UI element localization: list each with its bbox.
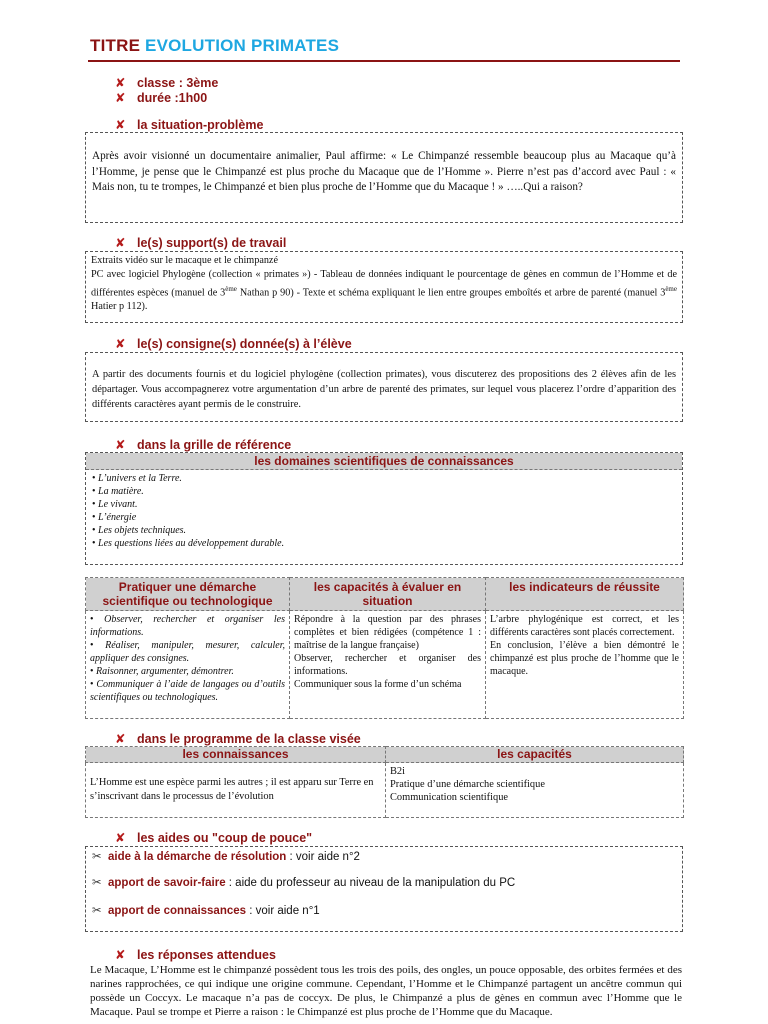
grille-col2-header: les capacités à évaluer en situation — [290, 578, 486, 611]
grille-col3-cell — [486, 611, 684, 719]
capacites-cell — [386, 763, 684, 818]
programme-heading-text: dans le programme de la classe visée — [137, 732, 361, 746]
supports-box — [85, 251, 683, 323]
aide-text: : voir aide n°2 — [286, 851, 360, 863]
scissors-icon: ✂ — [92, 905, 102, 917]
list-item: • L’univers et la Terre. — [92, 472, 676, 485]
list-item: • Raisonner, argumenter, démontrer. — [90, 665, 285, 678]
programme-col1-header: les connaissances — [86, 747, 386, 763]
list-item: • Réaliser, manipuler, mesurer, calculer, appliquer des consignes. — [90, 639, 285, 665]
aide-text: : aide du professeur au niveau de la manipulation du PC — [225, 877, 516, 889]
list-item: • Les questions liées au développement durable. — [92, 537, 676, 550]
list-item: • Communiquer à l’aide de langages ou d’outils scientifiques ou technologiques. — [90, 678, 285, 704]
section-programme-heading — [115, 731, 361, 746]
programme-col2-header: les capacités — [386, 747, 684, 763]
meta-duree — [115, 90, 207, 105]
aide-item-3 — [92, 904, 320, 918]
consignes-box — [85, 352, 683, 422]
domaines-list — [86, 470, 682, 552]
cross-mark-icon: ✘ — [115, 438, 126, 452]
aide-label: apport de savoir-faire — [108, 877, 226, 889]
capacite-line: Pratique d’une démarche scientifique — [390, 779, 545, 790]
aide-label: apport de connaissances — [108, 905, 247, 917]
cross-mark-icon: ✘ — [115, 948, 126, 962]
reponses-text: Le Macaque, L’Homme est le chimpanzé possèdent tous les trois des poils, des ongles, un pouce opposable, des orbites fermées et des narines rapprochées, ce qui indique une origine commune. Cependant, l’Homme et le Chimpanzé partagent un ancêtre commun qui possède un Coccyx. Le macaque n’a pas de coccyx. De plus, le Chimpanzé a plus de gènes en commun avec l’Homme que le Macaque. Paul se trompe et Pierre a raison : le Chimpanzé est plus proche de l’Homme que du Macaque. — [90, 964, 682, 1018]
connaissances-cell: L’Homme est une espèce parmi les autres ; il est apparu sur Terre en s’inscrivant dans le processus de l’évolution — [86, 763, 386, 818]
grille-col1-cell — [86, 611, 290, 719]
scissors-icon: ✂ — [92, 877, 102, 889]
aide-label: aide à la démarche de résolution — [108, 851, 287, 863]
scissors-icon: ✂ — [92, 851, 102, 863]
situation-text: Après avoir visionné un documentaire animalier, Paul affirme: « Le Chimpanzé ressemble beaucoup plus au Macaque qu’à l’Homme, je pense que le Chimpanzé est plus proche du Macaque que de l’Homme ». Pierre n’est pas d’accord avec Paul : « Mais non, tu te trompes, le Chimpanzé et bien plus proche de l’Homme que du Macaque ! » …..Qui a raison? — [92, 150, 676, 193]
domaines-box — [85, 452, 683, 565]
cross-mark-icon: ✘ — [115, 118, 126, 132]
section-consignes-heading — [115, 336, 352, 351]
supports-text-c: Hatier p 112). — [91, 301, 148, 313]
cross-mark-icon: ✘ — [115, 732, 126, 746]
title-subject: EVOLUTION PRIMATES — [145, 36, 340, 55]
section-reponses-heading — [115, 947, 276, 962]
cross-mark-icon: ✘ — [115, 831, 126, 845]
meta-classe — [115, 75, 218, 90]
col2-line: Communiquer sous la forme d’un schéma — [294, 679, 462, 690]
section-grille-heading — [115, 437, 291, 452]
supports-sup-1: ème — [225, 285, 237, 293]
grille-col2-cell — [290, 611, 486, 719]
aide-item-1 — [92, 850, 360, 864]
domaines-title: les domaines scientifiques de connaissances — [86, 453, 682, 470]
cross-mark-icon: ✘ — [115, 91, 126, 105]
supports-sup-2: ème — [665, 285, 677, 293]
supports-line-1: Extraits vidéo sur le macaque et le chimpanzé — [91, 255, 278, 266]
situation-heading-text: la situation-problème — [137, 118, 264, 132]
col3-line: En conclusion, l’élève a bien démontré le chimpanzé est plus proche de l’homme que le macaque. — [490, 640, 679, 677]
title-divider — [88, 60, 680, 62]
supports-heading-text: le(s) support(s) de travail — [137, 236, 287, 250]
col3-line: L’arbre phylogénique est correct, et les différents caractères sont placés correctement. — [490, 614, 679, 638]
list-item: • Observer, rechercher et organiser les informations. — [90, 613, 285, 639]
programme-table — [85, 746, 684, 818]
cross-mark-icon: ✘ — [115, 76, 126, 90]
supports-text-a: PC avec logiciel Phylogène (collection « primates ») - Tableau de données indiquant le pourcentage de gènes en commun de l’Homme et de différentes espèces (manuel de 3 — [91, 269, 677, 299]
list-item: • Le vivant. — [92, 498, 676, 511]
cross-mark-icon: ✘ — [115, 236, 126, 250]
aide-text: : voir aide n°1 — [246, 905, 320, 917]
classe-text: classe : 3ème — [137, 76, 219, 90]
grille-table-wrap — [85, 577, 683, 719]
col2-line: Observer, rechercher et organiser des informations. — [294, 653, 481, 677]
list-item: • Les objets techniques. — [92, 524, 676, 537]
grille-heading-text: dans la grille de référence — [137, 438, 292, 452]
list-item: • La matière. — [92, 485, 676, 498]
aide-item-2 — [92, 876, 515, 890]
duree-text: durée :1h00 — [137, 91, 208, 105]
title-prefix: TITRE — [90, 36, 141, 55]
aides-box — [85, 846, 683, 932]
grille-table — [85, 577, 684, 719]
supports-line-2 — [91, 268, 677, 314]
grille-col3-header: les indicateurs de réussite — [486, 578, 684, 611]
programme-table-wrap — [85, 746, 683, 818]
section-supports-heading — [115, 235, 286, 250]
list-item: • L’énergie — [92, 511, 676, 524]
consignes-heading-text: le(s) consigne(s) donnée(s) à l’élève — [137, 337, 352, 351]
situation-box — [85, 132, 683, 223]
grille-col1-header: Pratiquer une démarche scientifique ou technologique — [86, 578, 290, 611]
section-situation-heading — [115, 117, 263, 132]
col2-line: Répondre à la question par des phrases complètes et bien rédigées (compétence 1 : maîtrise de la langue française) — [294, 614, 481, 651]
consignes-text: A partir des documents fournis et du logiciel phylogène (collection primates), vous discuterez des propositions des 2 élèves afin de les départager. Vous accompagnerez votre argumentation d’un arbre de parenté des primates, sur lequel vous placerez l’ordre d’apparition des différents caractères ayant permis de le construire. — [92, 369, 676, 410]
capacite-line: Communication scientifique — [390, 792, 509, 803]
reponses-heading-text: les réponses attendues — [137, 948, 276, 962]
aides-heading-text: les aides ou "coup de pouce" — [137, 831, 313, 845]
cross-mark-icon: ✘ — [115, 337, 126, 351]
section-aides-heading — [115, 830, 312, 845]
page-title — [90, 36, 339, 56]
capacite-line: B2i — [390, 766, 406, 777]
supports-text-b: Nathan p 90) - Texte et schéma expliquant le lien entre groupes emboîtés et arbre de parenté (manuel 3 — [236, 287, 666, 299]
